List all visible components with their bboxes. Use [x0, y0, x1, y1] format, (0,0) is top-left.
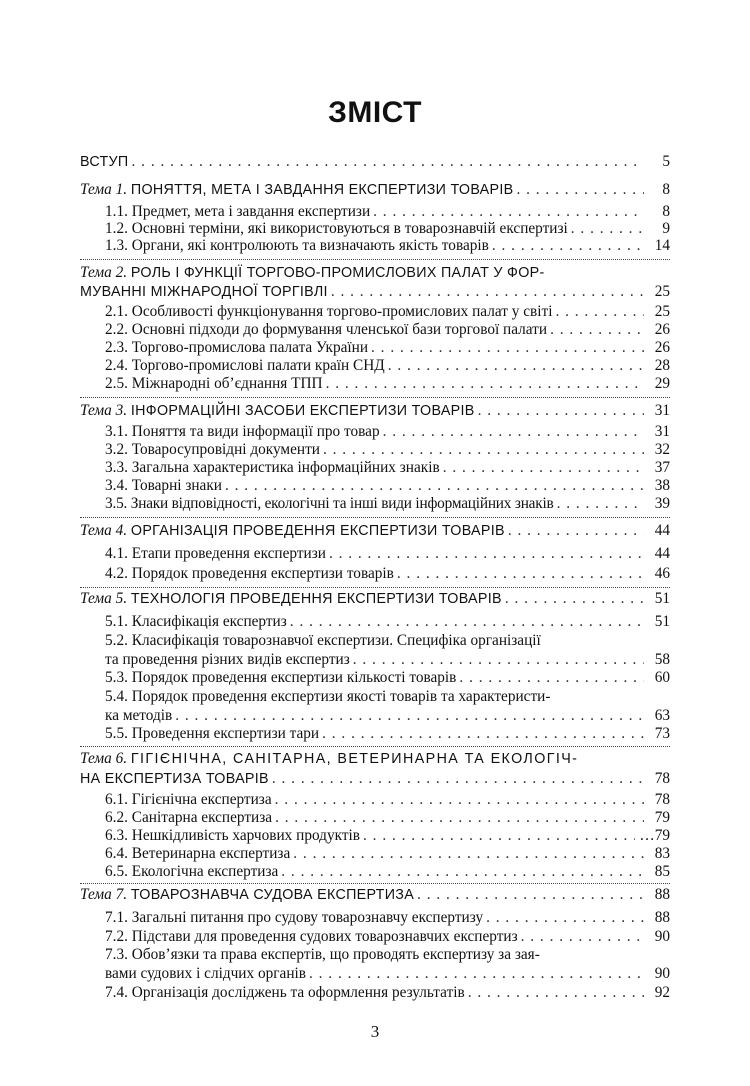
toc-subentry[interactable] — [105, 844, 670, 864]
toc-entry-label: 3.1. Поняття та види інформації про товар — [105, 423, 380, 440]
dot-leader — [492, 236, 644, 256]
toc-subentry[interactable] — [105, 808, 670, 828]
toc-page-number: 51 — [654, 613, 670, 630]
dot-leader — [353, 650, 644, 670]
toc-entry-label: 6.4. Ветеринарна експертиза — [105, 845, 291, 862]
toc-entry-intro[interactable] — [80, 152, 670, 172]
toc-entry-label: 2.5. Міжнародні об’єднання ТПП — [105, 375, 323, 392]
page-number: 3 — [370, 1022, 380, 1041]
toc-subentry[interactable] — [105, 338, 670, 358]
dot-leader — [459, 668, 644, 688]
toc-entry-label: 6.2. Санітарна експертиза — [105, 809, 273, 826]
toc-topic-3[interactable] — [80, 401, 670, 421]
toc-page-number: 44 — [654, 545, 670, 562]
toc-page-number: 88 — [654, 909, 670, 926]
dot-leader — [272, 769, 644, 789]
toc-topic-4[interactable] — [80, 521, 670, 541]
toc-page-number: 25 — [654, 303, 670, 320]
toc-entry-label: 5.2. Класифікація товарознавчої експертизи. Специфіка організації — [105, 632, 541, 649]
dot-leader — [508, 521, 644, 541]
toc-topic-1[interactable] — [80, 180, 670, 200]
toc-entry-label: 1.1. Предмет, мета і завдання експертизи — [105, 203, 371, 220]
dot-leader — [486, 908, 644, 928]
toc-page-number: 29 — [654, 375, 670, 392]
dot-leader — [555, 302, 644, 322]
toc-page-number: 60 — [654, 669, 670, 686]
topic-title: ІНФОРМАЦІЙНІ ЗАСОБИ ЕКСПЕРТИЗИ ТОВАРІВ — [130, 403, 475, 419]
toc-subentry[interactable] — [105, 650, 670, 670]
toc-page-number: 9 — [662, 220, 670, 237]
toc-topic-7[interactable] — [80, 885, 670, 905]
toc-subentry[interactable] — [105, 422, 670, 442]
dot-leader — [397, 564, 644, 584]
toc-entry-label: 2.1. Особливості функціонування торгово-промислових палат у світі — [105, 303, 553, 320]
toc-subentry[interactable] — [105, 927, 670, 947]
section-divider — [80, 883, 670, 884]
toc-page-number: 26 — [654, 339, 670, 356]
dot-leader — [371, 338, 644, 358]
dot-leader — [175, 706, 644, 726]
toc-page-number: 32 — [654, 441, 670, 458]
toc-page-number: 26 — [654, 321, 670, 338]
dot-leader — [478, 401, 644, 421]
topic-title: РОЛЬ І ФУНКЦІЇ ТОРГОВО-ПРОМИСЛОВИХ ПАЛАТ У ФОР- — [130, 265, 545, 281]
section-divider — [80, 517, 670, 518]
section-divider — [80, 587, 670, 588]
section-divider — [80, 397, 670, 398]
dot-leader — [550, 320, 644, 340]
topic-prefix: Тема 1. — [80, 181, 128, 198]
toc-page-number: 78 — [654, 770, 670, 787]
toc-subentry[interactable] — [105, 706, 670, 726]
toc-page-number: 5 — [662, 153, 670, 170]
dot-leader — [326, 374, 644, 394]
dot-leader — [309, 964, 644, 984]
toc-entry-label: 5.3. Порядок проведення експертизи кількості товарів — [105, 669, 457, 686]
toc-entry-label: 3.4. Товарні знаки — [105, 477, 222, 494]
toc-page-number: 51 — [654, 590, 670, 607]
dot-leader — [132, 152, 644, 172]
dot-leader — [516, 180, 644, 200]
dot-leader — [468, 983, 644, 1003]
topic-title: ГІГІЄНІЧНА, САНІТАРНА, ВЕТЕРИНАРНА ТА ЕКОЛОГІЧ- — [130, 751, 579, 767]
toc-entry-label: 4.2. Порядок проведення експертизи товарів — [105, 565, 394, 582]
page-title: ЗМІСТ — [328, 96, 422, 129]
topic-prefix: Тема 5. — [80, 590, 128, 607]
toc-subentry[interactable] — [105, 356, 670, 376]
topic-prefix: Тема 4. — [80, 522, 128, 539]
section-divider — [80, 259, 670, 260]
dot-leader — [275, 790, 644, 810]
toc-page-number: 78 — [654, 791, 670, 808]
toc-entry-label: вами судових і слідчих органів — [105, 965, 306, 982]
toc-page-number: 44 — [654, 522, 670, 539]
toc-page-number: 90 — [654, 965, 670, 982]
toc-page-number: 31 — [654, 402, 670, 419]
toc-page-number: 88 — [654, 886, 670, 903]
topic-title: ТЕХНОЛОГІЯ ПРОВЕДЕННЯ ЕКСПЕРТИЗИ ТОВАРІВ — [130, 591, 502, 607]
topic-prefix: Тема 2. — [80, 264, 128, 281]
toc-page-number: 92 — [654, 984, 670, 1001]
toc-entry-label: 2.2. Основні підходи до формування членської бази торгової палати — [105, 321, 548, 338]
toc-page-number: 79 — [654, 809, 670, 826]
toc-page-number: 28 — [654, 357, 670, 374]
toc-subentry[interactable] — [105, 612, 670, 632]
topic-title: ПОНЯТТЯ, МЕТА І ЗАВДАННЯ ЕКСПЕРТИЗИ ТОВАРІВ — [130, 182, 514, 198]
toc-page-number: 46 — [654, 565, 670, 582]
dot-leader — [521, 927, 644, 947]
toc-subentry[interactable] — [105, 494, 670, 514]
toc-entry-label: ВСТУП — [80, 154, 129, 170]
toc-entry-label: 5.1. Класифікація експертиз — [105, 613, 287, 630]
toc-entry-label: 7.2. Підстави для проведення судових товарознавчих експертиз — [105, 928, 518, 945]
dot-leader — [383, 422, 644, 442]
toc-entry-label: 3.5. Знаки відповідності, екологічні та інші види інформаційних знаків — [105, 495, 554, 512]
dot-leader — [417, 885, 644, 905]
toc-entry-label: 6.3. Нешкідливість харчових продуктів — [105, 827, 361, 844]
topic-prefix: Тема 7. — [80, 886, 128, 903]
dot-leader — [290, 612, 644, 632]
toc-entry-label: 1.3. Органи, які контролюють та визначають якість товарів — [105, 237, 489, 254]
toc-entry-label: та проведення різних видів експертиз — [105, 651, 350, 668]
toc-subentry[interactable] — [105, 964, 670, 984]
toc-subentry[interactable] — [105, 983, 670, 1003]
dot-leader — [293, 844, 644, 864]
toc-subentry[interactable] — [105, 374, 670, 394]
toc-subentry[interactable] — [105, 440, 670, 460]
dot-leader — [281, 862, 644, 882]
dot-leader — [275, 808, 644, 828]
toc-subentry-line1[interactable] — [105, 687, 550, 707]
toc-entry-label: 5.5. Проведення експертизи тари — [105, 725, 320, 742]
toc-entry-label: 7.4. Організація досліджень та оформлення результатів — [105, 984, 465, 1001]
toc-subentry[interactable] — [105, 908, 670, 928]
toc-entry-label: 3.3. Загальна характеристика інформаційних знаків — [105, 459, 440, 476]
toc-subentry-line1[interactable] — [105, 945, 540, 965]
toc-entry-label: 6.5. Екологічна експертиза — [105, 863, 279, 880]
toc-entry-label: 6.1. Гігієнічна експертиза — [105, 791, 272, 808]
toc-page-number: 85 — [654, 863, 670, 880]
toc-page-number: 58 — [654, 651, 670, 668]
topic-title: ТОВАРОЗНАВЧА СУДОВА ЕКСПЕРТИЗА — [130, 887, 415, 903]
toc-subentry-line1[interactable] — [105, 631, 541, 651]
toc-subentry[interactable] — [105, 458, 670, 478]
dot-leader — [505, 589, 644, 609]
toc-entry-label: ка методів — [105, 707, 173, 724]
toc-topic-6-line1[interactable] — [80, 749, 578, 769]
toc-subentry[interactable] — [105, 668, 670, 688]
toc-subentry[interactable] — [105, 320, 670, 340]
toc-subentry[interactable] — [105, 790, 670, 810]
toc-subentry[interactable] — [105, 862, 670, 882]
toc-entry-label: 5.4. Порядок проведення експертизи якості товарів та характеристи- — [105, 688, 551, 705]
toc-page-number: 73 — [654, 725, 670, 742]
toc-entry-label: 1.2. Основні терміни, які використовуються в товарознавчій експертизі — [105, 220, 568, 237]
toc-page-number: 83 — [654, 845, 670, 862]
dot-leader — [331, 282, 644, 302]
dot-leader — [557, 494, 644, 514]
topic-title-cont: МУВАННІ МІЖНАРОДНОЇ ТОРГІВЛІ — [80, 284, 328, 300]
dot-leader — [225, 476, 644, 496]
toc-topic-2-line1[interactable] — [80, 263, 545, 283]
topic-title: ОРГАНІЗАЦІЯ ПРОВЕДЕННЯ ЕКСПЕРТИЗИ ТОВАРІВ — [130, 523, 505, 539]
toc-entry-label: 3.2. Товаросупровідні документи — [105, 441, 320, 458]
toc-topic-6[interactable] — [80, 769, 670, 789]
toc-page-number: 63 — [654, 707, 670, 724]
toc-subentry[interactable] — [105, 564, 670, 584]
toc-page-number: 38 — [654, 477, 670, 494]
toc-page-number: 25 — [654, 283, 670, 300]
toc-entry-label: 4.1. Етапи проведення експертизи — [105, 545, 326, 562]
toc-subentry[interactable] — [105, 724, 670, 744]
toc-page-number: …79 — [639, 827, 670, 844]
toc-topic-5[interactable] — [80, 589, 670, 609]
toc-entry-label: 2.4. Торгово-промислові палати країн СНД — [105, 357, 385, 374]
toc-entry-label: 2.3. Торгово-промислова палата України — [105, 339, 369, 356]
toc-page-number: 90 — [654, 928, 670, 945]
topic-title-cont: НА ЕКСПЕРТИЗА ТОВАРІВ — [80, 771, 269, 787]
toc-entry-label: 7.1. Загальні питання про судову товарознавчу експертизу — [105, 909, 484, 926]
section-divider — [80, 746, 670, 747]
toc-page-number: 8 — [662, 203, 670, 220]
dot-leader — [388, 356, 644, 376]
dot-leader — [323, 440, 644, 460]
toc-subentry[interactable] — [105, 236, 670, 256]
dot-leader — [363, 826, 635, 846]
toc-page-number: 31 — [654, 423, 670, 440]
toc-page-number: 39 — [654, 495, 670, 512]
toc-page-number: 37 — [654, 459, 670, 476]
toc-subentry[interactable] — [105, 544, 670, 564]
toc-page-number: 8 — [662, 181, 670, 198]
topic-prefix: Тема 3. — [80, 402, 128, 419]
toc-topic-2[interactable] — [80, 282, 670, 302]
topic-prefix: Тема 6. — [80, 750, 128, 767]
dot-leader — [322, 724, 644, 744]
dot-leader — [443, 458, 644, 478]
toc-entry-label: 7.3. Обов’язки та права експертів, що проводять експертизу за зая- — [105, 946, 540, 963]
toc-subentry[interactable] — [105, 476, 670, 496]
dot-leader — [329, 544, 644, 564]
toc-subentry[interactable] — [105, 302, 670, 322]
toc-page-number: 14 — [654, 237, 670, 254]
toc-subentry[interactable] — [105, 826, 670, 846]
